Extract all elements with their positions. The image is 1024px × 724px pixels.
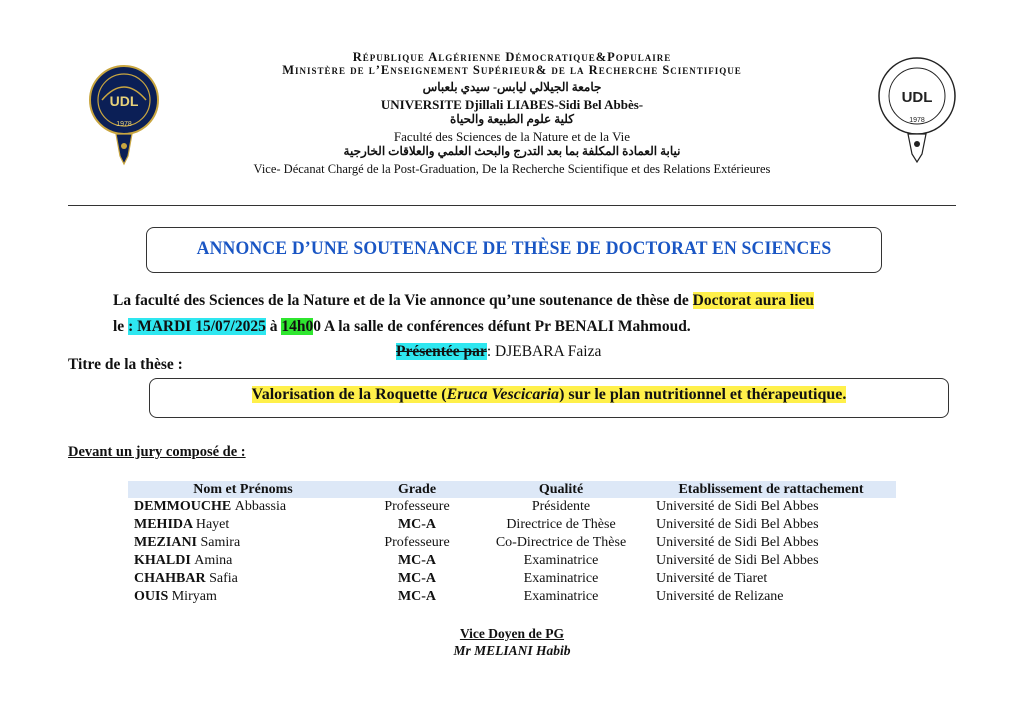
col-institution: Etablissement de rattachement <box>646 481 896 498</box>
announcement-title: ANNONCE D’UNE SOUTENANCE DE THÈSE DE DOCTORAT EN SCIENCES <box>196 238 832 259</box>
svg-text:1978: 1978 <box>909 117 925 124</box>
signature-title: Vice Doyen de PG <box>459 626 565 641</box>
jury-table <box>128 481 896 606</box>
logo-left-text: UDL <box>109 93 139 109</box>
signature-name: Mr MELIANI Habib <box>453 643 571 658</box>
jury-header-row <box>128 481 896 498</box>
table-row: KHALDI Amina MC-A Examinatrice Université de Sidi Bel Abbes <box>134 553 819 568</box>
announcement-line-1: La faculté des Sciences de la Nature et de la Vie annonce qu’une soutenance de thèse de Doctorat aura lieu <box>113 292 815 309</box>
header-arabic-vice: نيابة العمادة المكلفة بما بعد التدرج والبحث العلمي والعلاقات الخارجية <box>343 144 681 158</box>
doctorat-highlight: Doctorat aura lieu <box>692 292 815 309</box>
header-republic: République Algérienne Démocratique&Populaire <box>352 50 672 64</box>
header-university: UNIVERSITE Djillali LIABES-Sidi Bel Abbès- <box>380 97 644 112</box>
table-row: OUIS Miryam MC-A Examinatrice Université de Relizane <box>134 589 784 604</box>
header-arabic-university: جامعة الجيلالي ليابس- سيدي بلعباس <box>422 80 602 94</box>
thesis-title: Valorisation de la Roquette (Eruca Vescicaria) sur le plan nutritionnel et thérapeutique. <box>251 386 847 403</box>
table-row: MEZIANI Samira Professeure Co-Directrice de Thèse Université de Sidi Bel Abbes <box>134 535 819 550</box>
presented-by: Présentée par: DJEBARA Faiza <box>396 343 602 360</box>
logo-right-text: UDL <box>901 89 933 106</box>
jury-label: Devant un jury composé de : <box>68 444 246 460</box>
header-vice-deanship: Vice- Décanat Chargé de la Post-Graduation, De la Recherche Scientifique et des Relations Extérieures <box>253 162 771 176</box>
header-arabic-faculty: كلية علوم الطبيعة والحياة <box>450 112 574 126</box>
header-faculty: Faculté des Sciences de la Nature et de la Vie <box>393 129 631 144</box>
thesis-label: Titre de la thèse : <box>68 356 183 373</box>
table-row: DEMMOUCHE Abbassia Professeure Présidente Université de Sidi Bel Abbes <box>134 499 819 514</box>
time-highlight: 14h0 <box>281 318 314 335</box>
col-grade: Grade <box>358 481 476 498</box>
col-name: Nom et Prénoms <box>128 481 358 498</box>
header-ministry: Ministère de l’Enseignement Supérieur& de la Recherche Scientifique <box>282 63 742 77</box>
date-highlight: : MARDI 15/07/2025 <box>128 318 266 335</box>
svg-text:1978: 1978 <box>116 121 132 128</box>
header-divider <box>68 205 956 206</box>
table-row: CHAHBAR Safia MC-A Examinatrice Université de Tiaret <box>134 571 768 586</box>
announcement-line-2: le : MARDI 15/07/2025 à 14h00 A la salle de conférences défunt Pr BENALI Mahmoud. <box>113 318 691 335</box>
col-quality: Qualité <box>476 481 646 498</box>
table-row: MEHIDA Hayet MC-A Directrice de Thèse Université de Sidi Bel Abbes <box>134 517 819 532</box>
